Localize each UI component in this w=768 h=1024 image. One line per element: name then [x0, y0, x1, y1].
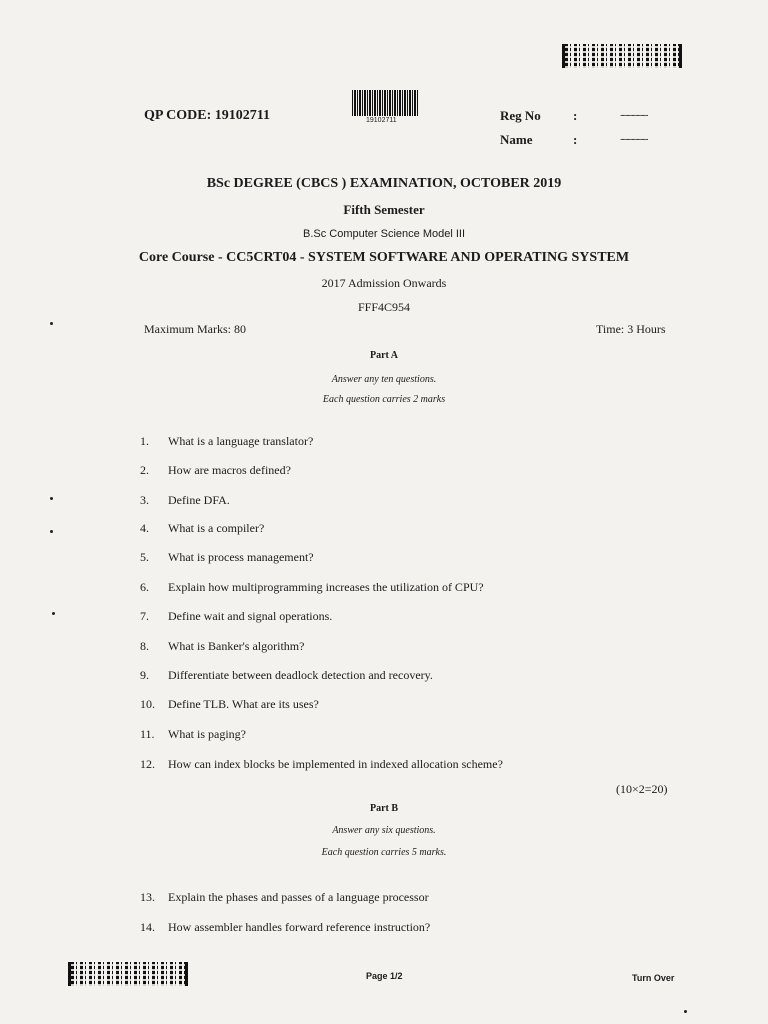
question-text: Define DFA. [168, 493, 230, 507]
question-text: What is Banker's algorithm? [168, 639, 305, 653]
name-colon: : [573, 132, 578, 147]
part-b-title: Part B [369, 803, 399, 814]
admission: 2017 Admission Onwards [321, 276, 447, 290]
exam-title: BSc DEGREE (CBCS ) EXAMINATION, OCTOBER 2019 [206, 176, 562, 191]
scan-speck [50, 497, 53, 500]
question-number: 9. [140, 668, 149, 682]
question-text: Define wait and signal operations. [168, 609, 333, 623]
question-number: 5. [140, 550, 149, 564]
question-text: How can index blocks be implemented in indexed allocation scheme? [168, 757, 503, 771]
question-text: Differentiate between deadlock detection and recovery. [168, 668, 433, 682]
question-number: 4. [140, 521, 149, 535]
question-number: 3. [140, 493, 149, 507]
part-a-instruction: Answer any ten questions. [331, 374, 437, 385]
question-text: Explain how multiprogramming increases the utilization of CPU? [168, 580, 484, 594]
reg-no-colon: : [573, 108, 578, 123]
turn-over: Turn Over [632, 973, 675, 983]
part-a-marks-instruction: Each question carries 2 marks [322, 394, 446, 405]
question-number: 12. [140, 757, 155, 771]
scan-speck [50, 530, 53, 533]
part-b-marks-instruction: Each question carries 5 marks. [321, 847, 447, 858]
question-number: 2. [140, 463, 149, 477]
question-text: Define TLB. What are its uses? [168, 697, 319, 711]
qp-barcode-number: 19102711 [366, 117, 397, 124]
scan-speck [52, 612, 55, 615]
page-number: Page 1/2 [366, 971, 403, 981]
question-number: 6. [140, 580, 149, 594]
question-text: How are macros defined? [168, 463, 291, 477]
paper-code: FFF4C954 [357, 300, 411, 314]
question-text: How assembler handles forward reference instruction? [168, 920, 431, 934]
question-number: 7. [140, 609, 149, 623]
question-number: 13. [140, 890, 155, 904]
bottom-left-barcode [68, 962, 188, 986]
question-number: 1. [140, 434, 149, 448]
name-label: Name [500, 132, 533, 147]
name-field: ...................... [620, 132, 648, 142]
part-b-instruction: Answer any six questions. [332, 825, 436, 836]
qp-code: QP CODE: 19102711 [144, 108, 271, 123]
top-right-barcode [562, 44, 682, 68]
question-text: What is paging? [168, 727, 246, 741]
exam-time: Time: 3 Hours [596, 322, 666, 336]
question-text: What is process management? [168, 550, 314, 564]
question-text: What is a language translator? [168, 434, 314, 448]
question-number: 11. [140, 727, 155, 741]
scan-speck [684, 1010, 687, 1013]
question-text: Explain the phases and passes of a language processor [168, 890, 429, 904]
question-number: 10. [140, 697, 155, 711]
question-number: 8. [140, 639, 149, 653]
programme: B.Sc Computer Science Model III [302, 228, 465, 240]
reg-no-label: Reg No [500, 108, 541, 123]
part-a-marks-total: (10×2=20) [616, 782, 668, 796]
maximum-marks: Maximum Marks: 80 [144, 322, 246, 336]
scan-speck [50, 322, 53, 325]
question-number: 14. [140, 920, 155, 934]
question-text: What is a compiler? [168, 521, 265, 535]
reg-no-field: ...................... [620, 108, 648, 118]
course-title: Core Course - CC5CRT04 - SYSTEM SOFTWARE AND OPERATING SYSTEM [138, 250, 630, 265]
part-a-title: Part A [369, 350, 399, 361]
qp-barcode [352, 90, 418, 116]
semester: Fifth Semester [343, 202, 425, 217]
